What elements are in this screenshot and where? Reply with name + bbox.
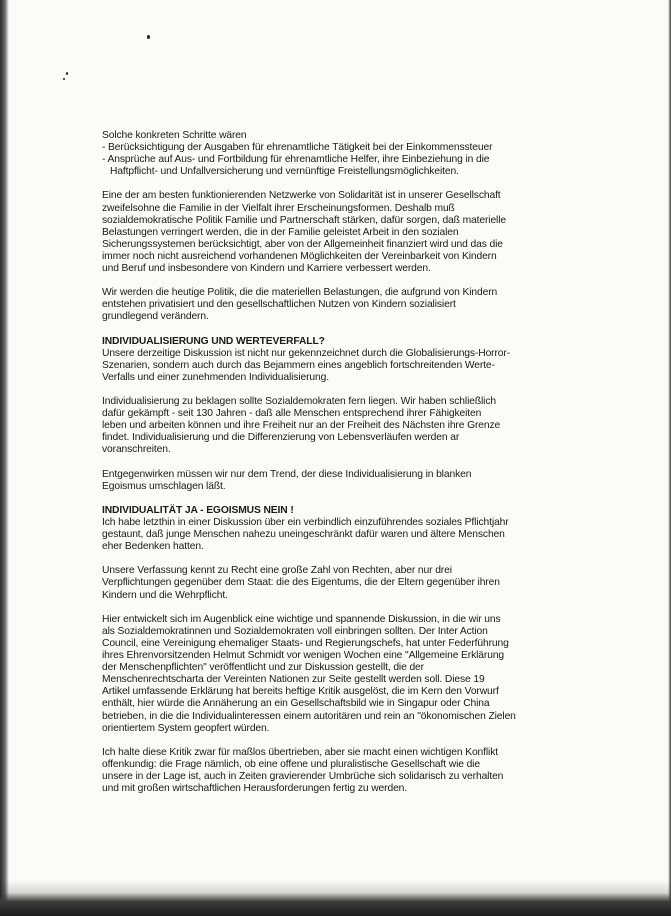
section-heading: INDIVIDUALISIERUNG UND WERTEVERFALL? (102, 335, 325, 347)
text-line: gestaunt, daß junge Menschen nahezu uneingeschränkt dafür waren und ältere Menschen (102, 529, 505, 541)
scan-edge-bottom (0, 880, 671, 916)
text-line: unsere in der Lage ist, auch in Zeiten gravierender Umbrüche sich solidarisch zu verhalten (102, 770, 504, 782)
text-line: voranschreiten. (102, 444, 171, 456)
text-line: Solche konkreten Schritte wären (102, 130, 247, 141)
text-line: Ich habe letzthin in einer Diskussion über ein verbindlich einzuführendes soziales Pflichtjahr (102, 517, 509, 528)
text-line: immer noch nicht ausreichend vorhandenen Möglichkeiten der Vereinbarkeit von Kindern (102, 250, 497, 262)
paragraph (102, 614, 560, 735)
text-line: leben und arbeiten können und ihre Freiheit nur an der Freiheit des Nächsten ihre Grenze (102, 420, 501, 432)
text-line: Kindern und die Wehrpflicht. (102, 589, 228, 601)
paragraph (102, 469, 560, 493)
text-line: findet. Individualisierung und die Differenzierung von Lebensverläufen werden ar (102, 432, 460, 444)
text-line: orientiertem System geopfert würden. (102, 722, 270, 734)
paragraph (102, 565, 560, 601)
text-line: Individualisierung zu beklagen sollte Sozialdemokraten fern liegen. Wir haben schließlich (102, 396, 496, 408)
text-line: Haftpflicht- und Unfallversicherung und vernünftige Freistellungsmöglichkeiten. (110, 166, 459, 178)
document-body (102, 130, 560, 807)
text-line: Verpflichtungen gegenüber dem Staat: die des Eigentums, die der Eltern gegenüber ihren (102, 577, 500, 589)
text-line: Unsere derzeitige Diskussion ist nicht nur gekennzeichnet durch die Globalisierungs-Horror- (102, 347, 511, 359)
text-line: Council, eine Vereinigung ehemaliger Staats- und Regierungschefs, hat unter Federführung (102, 637, 509, 649)
text-line: Belastungen verringert werden, die in der Familie geleistet Arbeit in den sozialen (102, 226, 459, 238)
paragraph (102, 396, 560, 456)
text-line: ihres Ehrenvorsitzenden Helmut Schmidt vor wenigen Wochen eine "Allgemeine Erklärung (102, 650, 505, 662)
paragraph (102, 505, 560, 553)
text-line: grundlegend verändern. (102, 311, 209, 323)
text-line: - Ansprüche auf Aus- und Fortbildung für ehrenamtliche Helfer, ihre Einbeziehung in die (102, 154, 490, 166)
text-line: und mit großen wirtschaftlichen Herausforderungen fertig zu werden. (102, 783, 408, 795)
text-line: Verfalls und einer zunehmenden Individualisierung. (102, 371, 329, 383)
text-line: Szenarien, sondern auch durch das Bejammern eines angeblich fortschreitenden Werte- (102, 359, 495, 371)
paragraph (102, 130, 560, 178)
section-heading: INDIVIDUALITÄT JA - EGOISMUS NEIN ! (102, 504, 294, 516)
text-line: enthält, hier würde die Annäherung an ein Gesellschaftsbild wie in Singapur oder China (102, 698, 490, 710)
text-line: Hier entwickelt sich im Augenblick eine wichtige und spannende Diskussion, in die wir uns (102, 613, 501, 625)
text-line: entstehen privatisiert und den gesellschaftlichen Nutzen von Kindern sozialisiert (102, 299, 456, 311)
text-line: Menschenrechtscharta der Vereinten Nationen zur Seite gestellt werden soll. Diese 19 (102, 674, 485, 686)
text-line: Ich halte diese Kritik zwar für maßlos übertrieben, aber sie macht einen wichtigen Konflikt (102, 746, 498, 758)
text-line: Entgegenwirken müssen wir nur dem Trend, der diese Individualisierung in blanken (102, 468, 472, 480)
text-line: Egoismus umschlagen läßt. (102, 480, 226, 492)
paragraph (102, 190, 560, 275)
text-line: Sicherungssystemen berücksichtigt, aber von der Allgemeinheit finanziert wird und das die (102, 238, 503, 250)
paragraph (102, 747, 560, 795)
text-line: und Beruf und insbesondere von Kindern und Karriere verbessert werden. (102, 263, 431, 275)
text-line: sozialdemokratische Politik Familie und Partnerschaft stärken, dafür sorgen, daß materielle (102, 214, 507, 226)
text-line: offenkundig: die Frage nämlich, ob eine offene und pluralistische Gesellschaft wie die (102, 758, 480, 770)
text-line: dafür gekämpft - seit 130 Jahren - daß alle Menschen entsprechend ihrer Fähigkeiten (102, 408, 482, 420)
scan-speck (63, 78, 65, 80)
text-line: Artikel umfassende Erklärung hat bereits heftige Kritik ausgelöst, die im Kern den Vorwurf (102, 686, 499, 698)
scan-speck (66, 72, 68, 75)
text-line: Unsere Verfassung kennt zu Recht eine große Zahl von Rechten, aber nur drei (102, 565, 452, 577)
text-line: Eine der am besten funktionierenden Netzwerke von Solidarität ist in unserer Gesellschaft (102, 190, 501, 202)
text-line: - Berücksichtigung der Ausgaben für ehrenamtliche Tätigkeit bei der Einkommenssteuer (102, 142, 493, 154)
scan-speck (147, 35, 150, 39)
paragraph (102, 336, 560, 384)
paragraph (102, 287, 560, 323)
text-line: Wir werden die heutige Politik, die die materiellen Belastungen, die aufgrund von Kindern (102, 287, 498, 299)
scan-edge-left (0, 0, 9, 916)
text-line: zweifelsohne die Familie in der Vielfalt ihrer Erscheinungsformen. Deshalb muß (102, 202, 455, 214)
text-line: der Menschenpflichten" veröffentlicht und zur Diskussion gestellt, die der (102, 662, 424, 674)
text-line: als Sozialdemokratinnen und Sozialdemokraten voll einbringen sollten. Der Inter Action (102, 625, 488, 637)
text-line: eher Bedenken hatten. (102, 541, 204, 553)
text-line: betrieben, in die die Individualinteressen einem autoritären und rein an "ökonomischen Zielen (102, 710, 516, 722)
